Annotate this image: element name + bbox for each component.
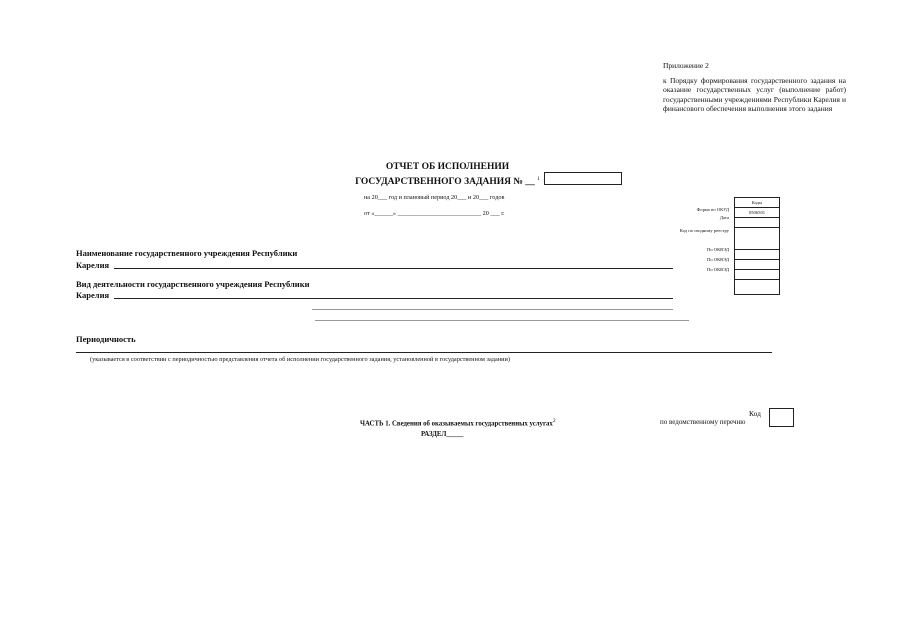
institution-name-label-line1: Наименование государственного учреждения Республики (76, 248, 298, 258)
activity-field[interactable] (114, 298, 673, 299)
report-title-line2-text: ГОСУДАРСТВЕННОГО ЗАДАНИЯ № __ (355, 177, 535, 188)
okved-label-1: По ОКВЭД (707, 247, 729, 252)
okved-label-2: По ОКВЭД (707, 257, 729, 262)
codes-header: Коды (735, 198, 780, 208)
report-title-line1: ОТЧЕТ ОБ ИСПОЛНЕНИИ (385, 162, 510, 172)
activity-field-extra-2[interactable] (315, 320, 689, 321)
okved-cell-2[interactable] (735, 260, 780, 270)
extra-cell[interactable] (735, 280, 780, 295)
institution-name-field[interactable] (114, 268, 673, 269)
date-label: Дата (719, 215, 729, 220)
okved-label-3: По ОКВЭД (707, 267, 729, 272)
date-line: от «______» ___________________________ 20 ___ г. (364, 210, 505, 217)
okved-cell-1[interactable] (735, 250, 780, 260)
activity-field-extra-1[interactable] (312, 309, 673, 310)
form-okud-label: Форма по ОКУД (696, 207, 729, 212)
okud-code: 0506501 (735, 208, 780, 218)
appendix-text: к Порядку формирования государственного задания на оказание государственных услуг (выполнение работ) государственными учреждениями Республики Карелия и финансового обеспечения выполнения этого задания (663, 76, 846, 113)
periodicity-field[interactable] (76, 352, 772, 353)
activity-label-line2: Карелия (76, 290, 110, 300)
registry-cell[interactable] (735, 228, 780, 250)
section-label: РАЗДЕЛ_____ (421, 431, 464, 438)
code-box[interactable] (769, 408, 794, 427)
report-title (340, 161, 555, 188)
report-number-box[interactable] (544, 172, 622, 185)
appendix-title: Приложение 2 (663, 61, 709, 70)
period-line: на 20___ год и плановый период 20___ и 20___ годов (364, 194, 505, 201)
part1-title (360, 418, 556, 427)
institution-name-label-line2: Карелия (76, 260, 110, 270)
code-label: Код (749, 409, 761, 418)
report-title-line2 (340, 173, 555, 188)
periodicity-label: Периодичность (76, 334, 136, 344)
part1-footnote: 2 (552, 418, 556, 424)
date-cell[interactable] (735, 218, 780, 228)
report-title-footnote: 1 (537, 176, 540, 182)
activity-label-line1: Вид деятельности государственного учреждения Республики (76, 279, 310, 289)
codes-table (734, 197, 780, 295)
okved-cell-3[interactable] (735, 270, 780, 280)
periodicity-note: (указывается в соответствии с периодичностью представления отчета об исполнении государственного задания, установленной в государственном задании) (90, 356, 510, 363)
part1-title-text: ЧАСТЬ 1. Сведения об оказываемых государственных услугах (360, 420, 553, 428)
code-sub-label: по ведомственному перечню (660, 418, 746, 426)
registry-label: Код по сводному реестру (679, 228, 729, 233)
